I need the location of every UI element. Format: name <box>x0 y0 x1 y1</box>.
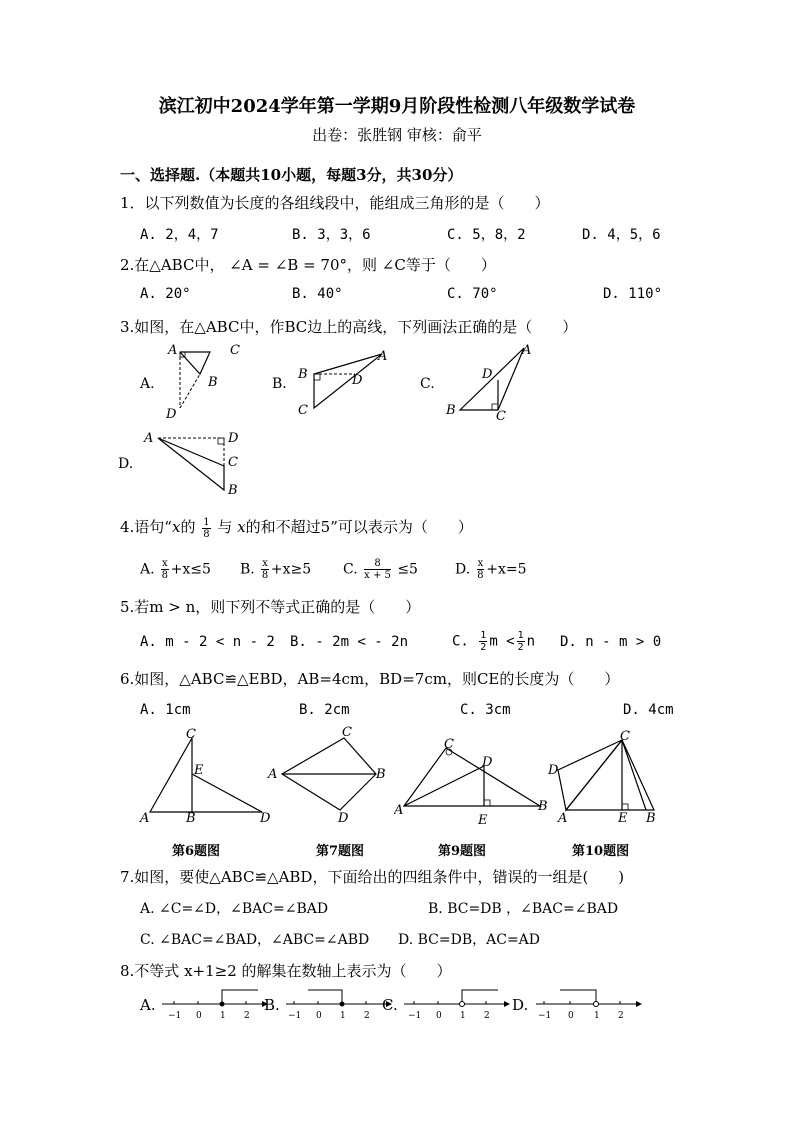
q8-option-c: C. <box>382 996 398 1014</box>
svg-text:C: C <box>444 737 454 752</box>
svg-text:B: B <box>298 367 308 382</box>
q3-option-d: D. <box>118 456 134 472</box>
svg-text:E: E <box>194 763 204 778</box>
svg-text:A: A <box>268 767 278 782</box>
q4-var-x: x <box>171 518 181 536</box>
svg-text:−1: −1 <box>538 1011 552 1021</box>
section-heading: 一、选择题.（本题共10小题，每题3分，共30分） <box>120 166 463 184</box>
svg-text:0: 0 <box>316 1011 322 1021</box>
svg-text:2: 2 <box>364 1011 370 1021</box>
caption-figure-6: 第6题图 <box>172 844 221 859</box>
q8-option-b: B. <box>264 996 280 1014</box>
q3-option-c: C. <box>420 376 435 392</box>
question-1: 1．以下列数值为长度的各组线段中，能组成三角形的是（ ） <box>120 194 550 212</box>
figure-6 <box>138 726 278 826</box>
q1-option-a: A. 2，4，7 <box>140 227 219 243</box>
q2-option-b: B. 40° <box>292 286 343 302</box>
svg-text:0: 0 <box>196 1011 202 1021</box>
svg-text:C: C <box>230 343 240 358</box>
svg-text:0: 0 <box>568 1011 574 1021</box>
q8-option-a: A. <box>140 996 156 1014</box>
q4-text-post: 的和不超过5”可以表示为（ ） <box>245 518 473 536</box>
q5-option-b: B. - 2m < - 2n <box>290 634 409 650</box>
question-4 <box>120 516 473 540</box>
q1-option-c: C. 5，8，2 <box>447 227 526 243</box>
svg-text:A: A <box>394 803 404 818</box>
svg-text:D: D <box>228 431 239 446</box>
svg-text:C: C <box>186 727 196 742</box>
caption-figure-10: 第10题图 <box>572 844 630 859</box>
q2-option-d: D. 110° <box>603 286 663 302</box>
svg-text:E: E <box>618 811 628 826</box>
svg-text:B: B <box>208 375 218 390</box>
svg-text:C: C <box>342 725 352 740</box>
question-6: 6.如图，△ABC≌△EBD，AB=4cm，BD=7cm，则CE的长度为（ ） <box>120 670 620 688</box>
q2-option-a: A. 20° <box>140 286 191 302</box>
q8-option-d: D. <box>512 996 529 1014</box>
svg-text:B: B <box>376 767 386 782</box>
svg-text:2: 2 <box>244 1011 250 1021</box>
exam-authors: 出卷：张胜钢 审核：俞平 <box>312 126 482 144</box>
q4-fraction: $\frac{1}{8}$ <box>203 516 210 540</box>
q5-option-d: D. n - m > 0 <box>560 634 662 650</box>
q6-option-b: B. 2cm <box>299 702 350 718</box>
svg-text:1: 1 <box>594 1011 600 1021</box>
svg-text:B: B <box>446 403 456 418</box>
q7-option-c: C. ∠BAC=∠BAD，∠ABC=∠ABD <box>140 932 370 948</box>
svg-text:A: A <box>522 343 532 358</box>
svg-text:A: A <box>378 349 388 364</box>
svg-text:A: A <box>558 811 568 826</box>
question-3: 3.如图，在△ABC中，作BC边上的高线，下列画法正确的是（ ） <box>120 318 578 336</box>
q4-option-a: A. $\frac{x}{8}$ +x≤5 <box>140 558 211 581</box>
q4-text-mid2: 与 <box>217 518 233 536</box>
figure-9 <box>394 736 554 832</box>
q8-numberline-b <box>282 984 392 1024</box>
q8-numberline-d <box>532 984 642 1024</box>
svg-text:A: A <box>168 343 178 358</box>
svg-text:E: E <box>478 813 488 828</box>
question-7: 7.如图，要使△ABC≌△ABD，下面给出的四组条件中，错误的一组是( ) <box>120 868 625 886</box>
q4-text-pre: 4.语句“ <box>120 518 172 536</box>
svg-text:D: D <box>482 755 493 770</box>
caption-figure-7: 第7题图 <box>316 844 365 859</box>
q2-option-c: C. 70° <box>447 286 498 302</box>
svg-text:1: 1 <box>220 1011 226 1021</box>
q3-figure-c <box>440 340 540 426</box>
svg-text:C: C <box>620 730 630 744</box>
question-8: 8.不等式 x+1≥2 的解集在数轴上表示为（ ） <box>120 962 452 980</box>
q1-option-b: B. 3，3，6 <box>292 227 371 243</box>
q4-text-mid: 的 <box>180 518 196 536</box>
svg-text:D: D <box>548 763 559 778</box>
svg-text:−1: −1 <box>288 1011 302 1021</box>
svg-text:C: C <box>228 455 238 470</box>
q8-numberline-a <box>158 984 268 1024</box>
svg-text:−1: −1 <box>408 1011 422 1021</box>
q7-option-a: A. ∠C=∠D，∠BAC=∠BAD <box>140 901 329 917</box>
q5-option-c: C. $\frac{1}{2}$ m < $\frac{1}{2}$ n <box>452 630 536 653</box>
svg-text:D: D <box>352 373 363 388</box>
q4-option-b: B. $\frac{x}{8}$ +x≥5 <box>240 558 312 581</box>
svg-text:A: A <box>144 431 154 446</box>
q8-numberline-c <box>400 984 510 1024</box>
svg-text:1: 1 <box>340 1011 346 1021</box>
q3-figure-d <box>140 426 250 496</box>
q6-option-d: D. 4cm <box>623 702 674 718</box>
q7-option-d: D. BC=DB，AC=AD <box>398 932 541 948</box>
q1-option-d: D. 4，5，6 <box>582 227 661 243</box>
svg-text:B: B <box>186 811 196 826</box>
svg-text:2: 2 <box>484 1011 490 1021</box>
svg-text:D: D <box>260 811 271 826</box>
figure-10 <box>546 730 666 828</box>
question-2: 2.在△ABC中， ∠A = ∠B = 70°，则 ∠C等于（ ） <box>120 256 496 274</box>
q6-option-c: C. 3cm <box>460 702 511 718</box>
svg-text:D: D <box>338 811 349 826</box>
q4-option-c: C. $\frac{8}{x + 5}$ ≤5 <box>343 558 418 581</box>
svg-text:C: C <box>496 409 506 424</box>
q3-option-b: B. <box>272 376 287 392</box>
q4-option-d: D. $\frac{x}{8}$ +x=5 <box>455 558 527 581</box>
svg-text:C: C <box>298 403 308 418</box>
page-title: 滨江初中2024学年第一学期9月阶段性检测八年级数学试卷 <box>158 96 636 117</box>
svg-text:0: 0 <box>436 1011 442 1021</box>
svg-text:B: B <box>538 799 548 814</box>
q6-option-a: A. 1cm <box>140 702 191 718</box>
q7-option-b: B. BC=DB ，∠BAC=∠BAD <box>428 901 619 917</box>
svg-text:B: B <box>646 811 656 826</box>
svg-text:1: 1 <box>460 1011 466 1021</box>
svg-text:D: D <box>482 367 493 382</box>
svg-text:B: B <box>228 483 238 496</box>
q3-figure-b <box>290 344 400 420</box>
q4-var-x2: x <box>237 518 246 536</box>
figure-7 <box>266 722 396 826</box>
q3-option-a: A. <box>140 376 155 392</box>
svg-text:A: A <box>140 811 150 826</box>
question-5: 5.若m > n，则下列不等式正确的是（ ） <box>120 598 421 616</box>
svg-text:2: 2 <box>618 1011 624 1021</box>
svg-text:−1: −1 <box>168 1011 182 1021</box>
q5-option-a: A. m - 2 < n - 2 <box>140 634 275 650</box>
caption-figure-9: 第9题图 <box>438 844 487 859</box>
q3-figure-a <box>160 338 260 424</box>
svg-text:D: D <box>166 407 177 422</box>
